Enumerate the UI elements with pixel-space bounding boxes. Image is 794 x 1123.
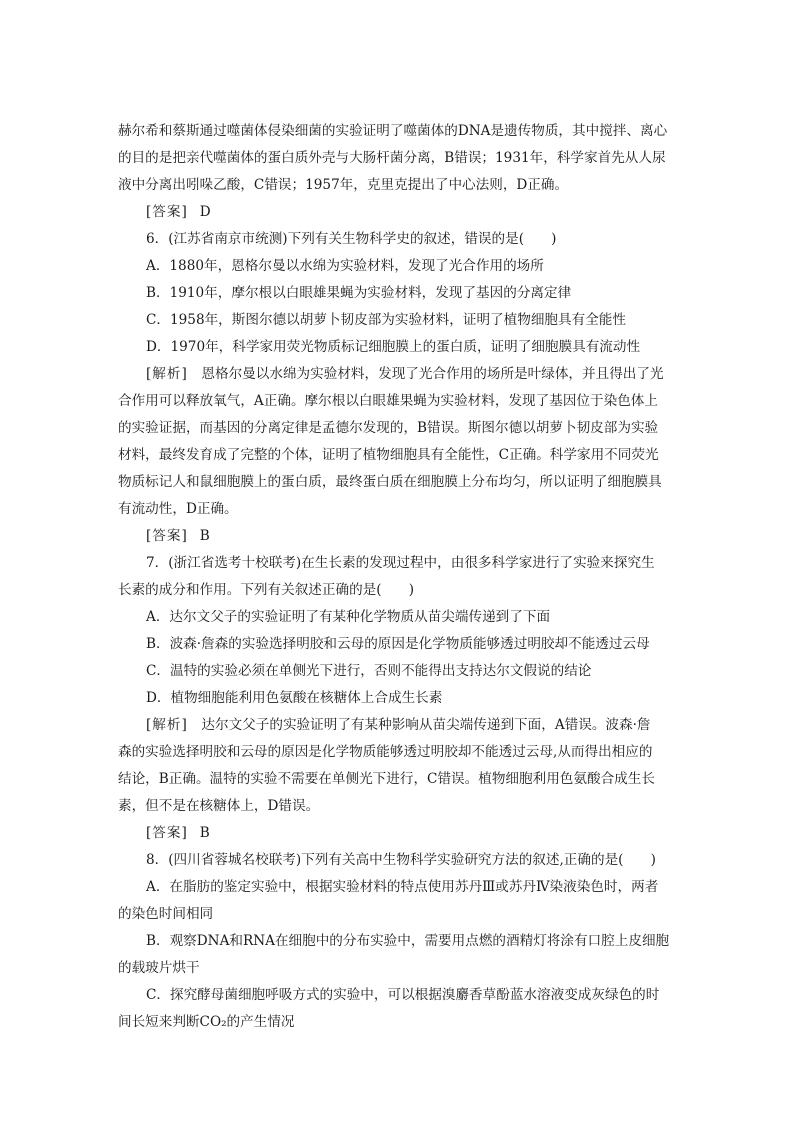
- answer-line: [118, 199, 678, 226]
- analysis-line: 结论，B正确。温特的实验不需要在单侧光下进行，C错误。植物细胞利用色氨酸合成生长: [118, 771, 655, 787]
- question-8-option-b: 的载玻片烘干: [118, 960, 200, 976]
- answer-label: [答案]: [146, 204, 188, 220]
- question-6-option-b: B．1910年，摩尔根以白眼雄果蝇为实验材料，发现了基因的分离定律: [146, 285, 572, 301]
- analysis-line: [118, 712, 678, 739]
- document-body: [118, 118, 678, 1036]
- analysis-label: [解析]: [146, 366, 188, 382]
- analysis-line: [118, 361, 678, 388]
- answer-value: B: [199, 825, 210, 841]
- analysis-line: 森的实验选择明胶和云母的原因是化学物质能够透过明胶却不能透过云母,从而得出相应的: [118, 744, 653, 760]
- answer-line: [118, 820, 678, 847]
- analysis-line: 有流动性，D正确。: [118, 501, 238, 517]
- question-8-option-b: B．观察DNA和RNA在细胞中的分布实验中，需要用点燃的酒精灯将涂有口腔上皮细胞: [146, 933, 670, 949]
- question-7-option-a: A．达尔文父子的实验证明了有某种化学物质从苗尖端传递到了下面: [146, 609, 551, 625]
- answer-value: B: [199, 528, 210, 544]
- question-6-stem: 6．(江苏省南京市统测)下列有关生物科学史的叙述，错误的是( ): [146, 231, 557, 247]
- question-8-stem: 8．(四川省蓉城名校联考)下列有关高中生物科学实验研究方法的叙述,正确的是( ): [146, 852, 656, 868]
- question-8-option-a: 的染色时间相同: [118, 906, 214, 922]
- question-7-option-c: C．温特的实验必须在单侧光下进行，否则不能得出支持达尔文假说的结论: [146, 663, 592, 679]
- question-7-stem: 7．(浙江省选考十校联考)在生长素的发现过程中，由很多科学家进行了实验来探究生: [146, 555, 655, 571]
- text-line: 液中分离出吲哚乙酸，C错误；1957年，克里克提出了中心法则，D正确。: [118, 177, 569, 193]
- answer-line: [118, 523, 678, 550]
- question-6-option-d: D．1970年，科学家用荧光物质标记细胞膜上的蛋白质，证明了细胞膜具有流动性: [146, 339, 641, 355]
- analysis-text: 达尔文父子的实验证明了有某种影响从苗尖端传递到下面，A错误。波森·詹: [201, 717, 651, 733]
- analysis-label: [解析]: [146, 717, 188, 733]
- text-line: 赫尔希和蔡斯通过噬菌体侵染细菌的实验证明了噬菌体的DNA是遗传物质，其中搅拌、离心: [118, 123, 668, 139]
- answer-label: [答案]: [146, 528, 188, 544]
- question-8-option-c: 间长短来判断CO₂的产生情况: [118, 1014, 295, 1030]
- question-8-option-c: C．探究酵母菌细胞呼吸方式的实验中，可以根据溴麝香草酚蓝水溶液变成灰绿色的时: [146, 987, 660, 1003]
- question-6-option-a: A．1880年，恩格尔曼以水绵为实验材料，发现了光合作用的场所: [146, 258, 544, 274]
- text-line: 的目的是把亲代噬菌体的蛋白质外壳与大肠杆菌分离，B错误；1931年，科学家首先从人尿: [118, 150, 666, 166]
- analysis-line: 素，但不是在核糖体上，D错误。: [118, 798, 320, 814]
- question-7-option-b: B．波森·詹森的实验选择明胶和云母的原因是化学物质能够透过明胶却不能透过云母: [146, 636, 650, 652]
- analysis-line: 的实验证据，而基因的分离定律是孟德尔发现的，B错误。斯图尔德以胡萝卜韧皮部为实验: [118, 420, 659, 436]
- question-8-option-a: A．在脂肪的鉴定实验中，根据实验材料的特点使用苏丹Ⅲ或苏丹Ⅳ染液染色时，两者: [146, 879, 659, 895]
- answer-label: [答案]: [146, 825, 188, 841]
- answer-value: D: [199, 204, 211, 220]
- analysis-line: 物质标记人和鼠细胞膜上的蛋白质，最终蛋白质在细胞膜上分布均匀，所以证明了细胞膜具: [118, 474, 662, 490]
- question-7-option-d: D．植物细胞能利用色氨酸在核糖体上合成生长素: [146, 690, 443, 706]
- analysis-line: 合作用可以释放氧气，A正确。摩尔根以白眼雄果蝇为实验材料，发现了基因位于染色体上: [118, 393, 658, 409]
- question-7-stem: 长素的成分和作用。下列有关叙述正确的是( ): [118, 582, 415, 598]
- analysis-text: 恩格尔曼以水绵为实验材料，发现了光合作用的场所是叶绿体，并且得出了光: [201, 366, 664, 382]
- question-6-option-c: C．1958年，斯图尔德以胡萝卜韧皮部为实验材料，证明了植物细胞具有全能性: [146, 312, 626, 328]
- analysis-line: 材料，最终发育成了完整的个体，证明了植物细胞具有全能性，C正确。科学家用不同荧光: [118, 447, 659, 463]
